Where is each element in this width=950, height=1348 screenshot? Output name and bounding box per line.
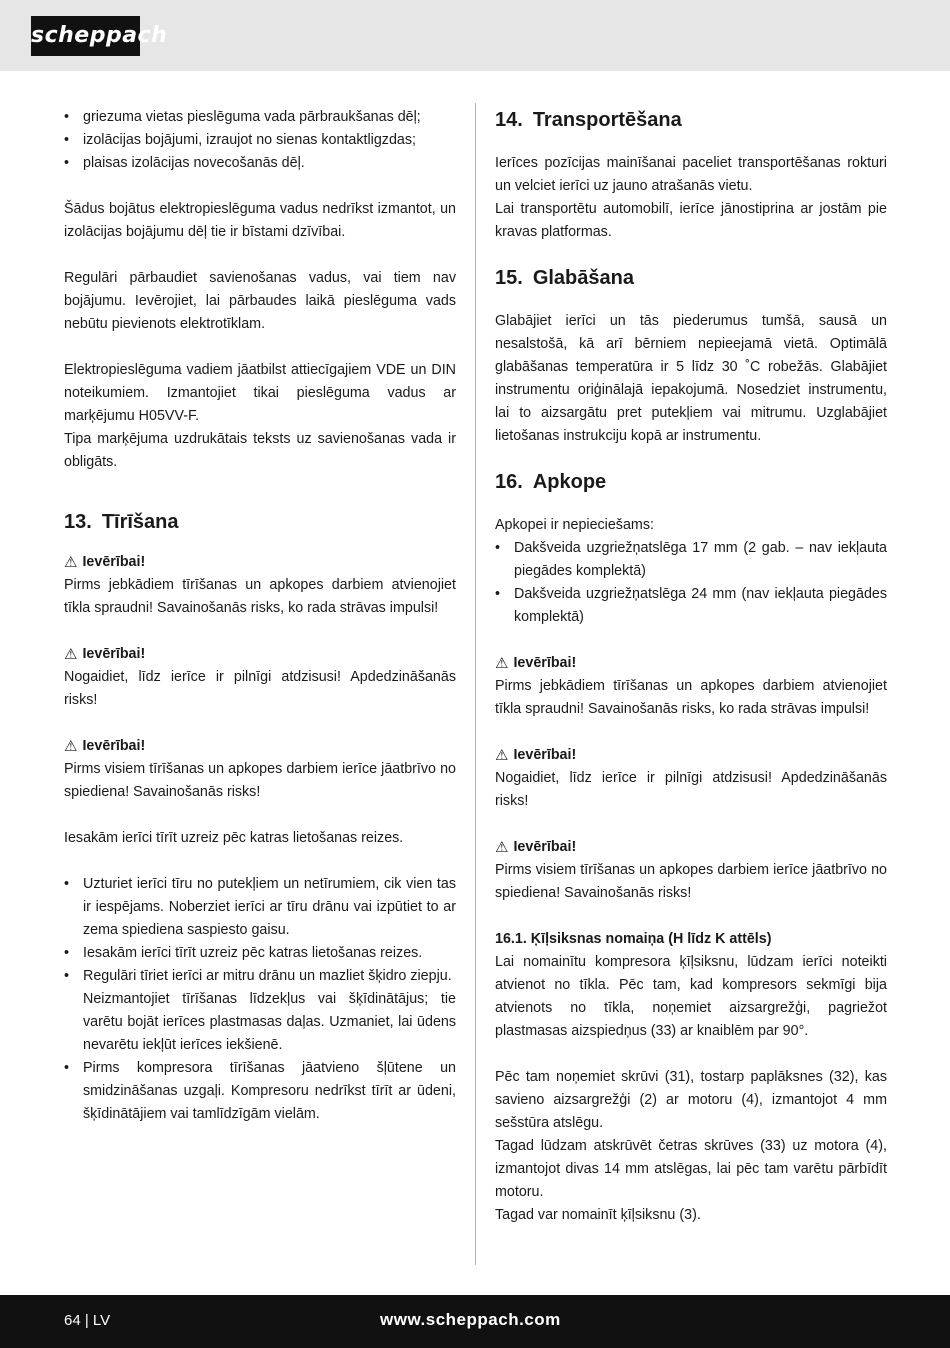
paragraph: Elektropieslēguma vadiem jāatbilst attiecīgajiem VDE un DIN noteikumiem. Izmantojiet tikai pieslēguma vadus ar marķējumu H05VV-F. [64,362,456,424]
warning-title: Ievērībai! [82,646,146,662]
page-header [0,0,950,71]
column-divider [475,103,476,1265]
section-number: 14. [495,109,523,131]
page-number: 64 | LV [64,1312,111,1329]
list-item: • Iesakām ierīci tīrīt uzreiz pēc katras lietošanas reizes. [64,942,456,965]
warning-text: Nogaidiet, līdz ierīce ir pilnīgi atdzisusi! Apdedzināšanās risks! [64,669,456,708]
section-15-heading [495,264,887,292]
cleaning-list [64,873,456,1126]
warning-block [64,551,456,620]
list-item: • Dakšveida uzgriežņatslēga 17 mm (2 gab. – nav iekļauta piegādes komplektā) [495,537,887,583]
paragraph: Lai transportētu automobilī, ierīce jānostiprina ar jostām pie kravas platformas. [495,201,887,240]
right-column [495,106,887,1227]
section-title: Transportēšana [532,109,682,131]
warning-triangle-icon: ⚠ [64,646,78,663]
warning-title: Ievērībai! [513,839,577,855]
warning-block [495,744,887,813]
list-item [64,965,456,1057]
paragraph: Glabājiet ierīci un tās piederumus tumšā, sausā un nesalstošā, kā arī bērniem nepieejamā vietā. Optimālā glabāšanas temperatūra ir 5 līdz 30 ˚C robežās. Glabājiet instrumentu oriģinālajā iepakojumā. Nosedziet instrumentu, lai to aizsargātu pret putekļiem vai mitrumu. Uzglabājiet lietošanas instrukciju kopā ar instrumentu. [495,313,887,444]
warning-block [64,735,456,804]
warning-block [64,643,456,712]
list-item: • Uzturiet ierīci tīru no putekļiem un netīrumiem, cik vien tas ir iespējams. Noberziet ierīci ar tīru drānu vai izpūtiet to ar zema spiediena saspiesto gaisu. [64,873,456,942]
section-title: Tīrīšana [101,511,179,533]
section-title: Apkope [532,471,607,493]
paragraph: Pēc tam noņemiet skrūvi (31), tostarp paplāksnes (32), kas savieno aizsargrežģi (2) ar motoru (4), izmantojot 4 mm sešstūra atslēgu. [495,1069,887,1131]
page-footer [0,1295,950,1348]
warning-block [495,836,887,905]
warning-title: Ievērībai! [82,738,146,754]
subsection-heading: 16.1. Ķīļsiksnas nomaiņa (H līdz K attēls) [495,931,772,947]
warning-triangle-icon: ⚠ [64,554,78,571]
damage-causes-list [64,106,456,175]
warning-text: Pirms visiem tīrīšanas un apkopes darbiem ierīce jāatbrīvo no spiediena! Savainošanās risks! [495,862,887,901]
warning-triangle-icon: ⚠ [495,655,509,672]
warning-title: Ievērībai! [513,655,577,671]
list-item: • Pirms kompresora tīrīšanas jāatvieno šļūtene un smidzināšanas uzgaļi. Kompresoru nedrīkst tīrīt ar ūdeni, šķīdinātājiem vai tamlīdzīgām vielām. [64,1057,456,1126]
list-item: • Dakšveida uzgriežņatslēga 24 mm (nav iekļauta piegādes komplektā) [495,583,887,629]
paragraph: Iesakām ierīci tīrīt uzreiz pēc katras lietošanas reizes. [64,830,404,846]
list-item: • griezuma vietas pieslēguma vada pārbraukšanas dēļ; [64,106,456,129]
list-item: • plaisas izolācijas novecošanās dēļ. [64,152,456,175]
paragraph: Lai nomainītu kompresora ķīļsiksnu, lūdzam ierīci noteikti atvienot no tīkla. Pēc tam, kad kompresors sekmīgi bija atvienots no tīkla, noņemiet aizsargrežģi, pagriežot plastmasas aizspiedņus (33) ar knaiblēm par 90°. [495,954,887,1039]
warning-text: Pirms jebkādiem tīrīšanas un apkopes darbiem atvienojiet tīkla spraudni! Savainošanās risks, ko rada strāvas impulsi! [495,678,887,717]
warning-text: Pirms jebkādiem tīrīšanas un apkopes darbiem atvienojiet tīkla spraudni! Savainošanās risks, ko rada strāvas impulsi! [64,577,456,616]
warning-text: Pirms visiem tīrīšanas un apkopes darbiem ierīce jāatbrīvo no spiediena! Savainošanās risks! [64,761,456,800]
paragraph: Apkopei ir nepieciešams: [495,517,654,533]
section-14-heading [495,106,887,134]
section-13-heading [64,508,456,536]
scheppach-logo: scheppach [31,16,140,56]
warning-triangle-icon: ⚠ [495,839,509,856]
warning-triangle-icon: ⚠ [495,747,509,764]
paragraph: Tipa marķējuma uzdrukātais teksts uz savienošanas vada ir obligāts. [64,431,456,470]
warning-title: Ievērībai! [82,554,146,570]
paragraph: Regulāri pārbaudiet savienošanas vadus, vai tiem nav bojājumu. Ievērojiet, lai pārbaudes laikā pieslēguma vads nebūtu pievienots elektrotīklam. [64,270,456,332]
warning-title: Ievērībai! [513,747,577,763]
paragraph: Šādus bojātus elektropieslēguma vadus nedrīkst izmantot, un izolācijas bojājumu dēļ tie ir bīstami dzīvībai. [64,201,456,240]
list-item-extra: Neizmantojiet tīrīšanas līdzekļus vai šķīdinātājus; tie varētu bojāt ierīces plastmasas daļas. Uzmaniet, lai ūdens nevarētu iekļūt ierīces iekšienē. [83,991,456,1053]
left-column [64,106,456,1126]
section-title: Glabāšana [532,267,634,289]
maintenance-tools-list [495,537,887,629]
list-item-text: Regulāri tīriet ierīci ar mitru drānu un mazliet šķidro ziepju. [83,968,452,984]
warning-text: Nogaidiet, līdz ierīce ir pilnīgi atdzisusi! Apdedzināšanās risks! [495,770,887,809]
warning-block [495,652,887,721]
website-url: www.scheppach.com [380,1310,561,1329]
list-item: • izolācijas bojājumi, izraujot no sienas kontaktligzdas; [64,129,456,152]
warning-triangle-icon: ⚠ [64,738,78,755]
section-number: 16. [495,471,523,493]
paragraph: Tagad var nomainīt ķīļsiksnu (3). [495,1207,701,1223]
section-16-heading [495,468,887,496]
paragraph: Ierīces pozīcijas mainīšanai paceliet transportēšanas rokturi un velciet ierīci uz jauno atrašanās vietu. [495,155,887,194]
paragraph: Tagad lūdzam atskrūvēt četras skrūves (33) uz motora (4), izmantojot divas 14 mm atslēgas, lai pēc tam varētu pārbīdīt motoru. [495,1138,887,1200]
section-number: 13. [64,511,92,533]
section-number: 15. [495,267,523,289]
